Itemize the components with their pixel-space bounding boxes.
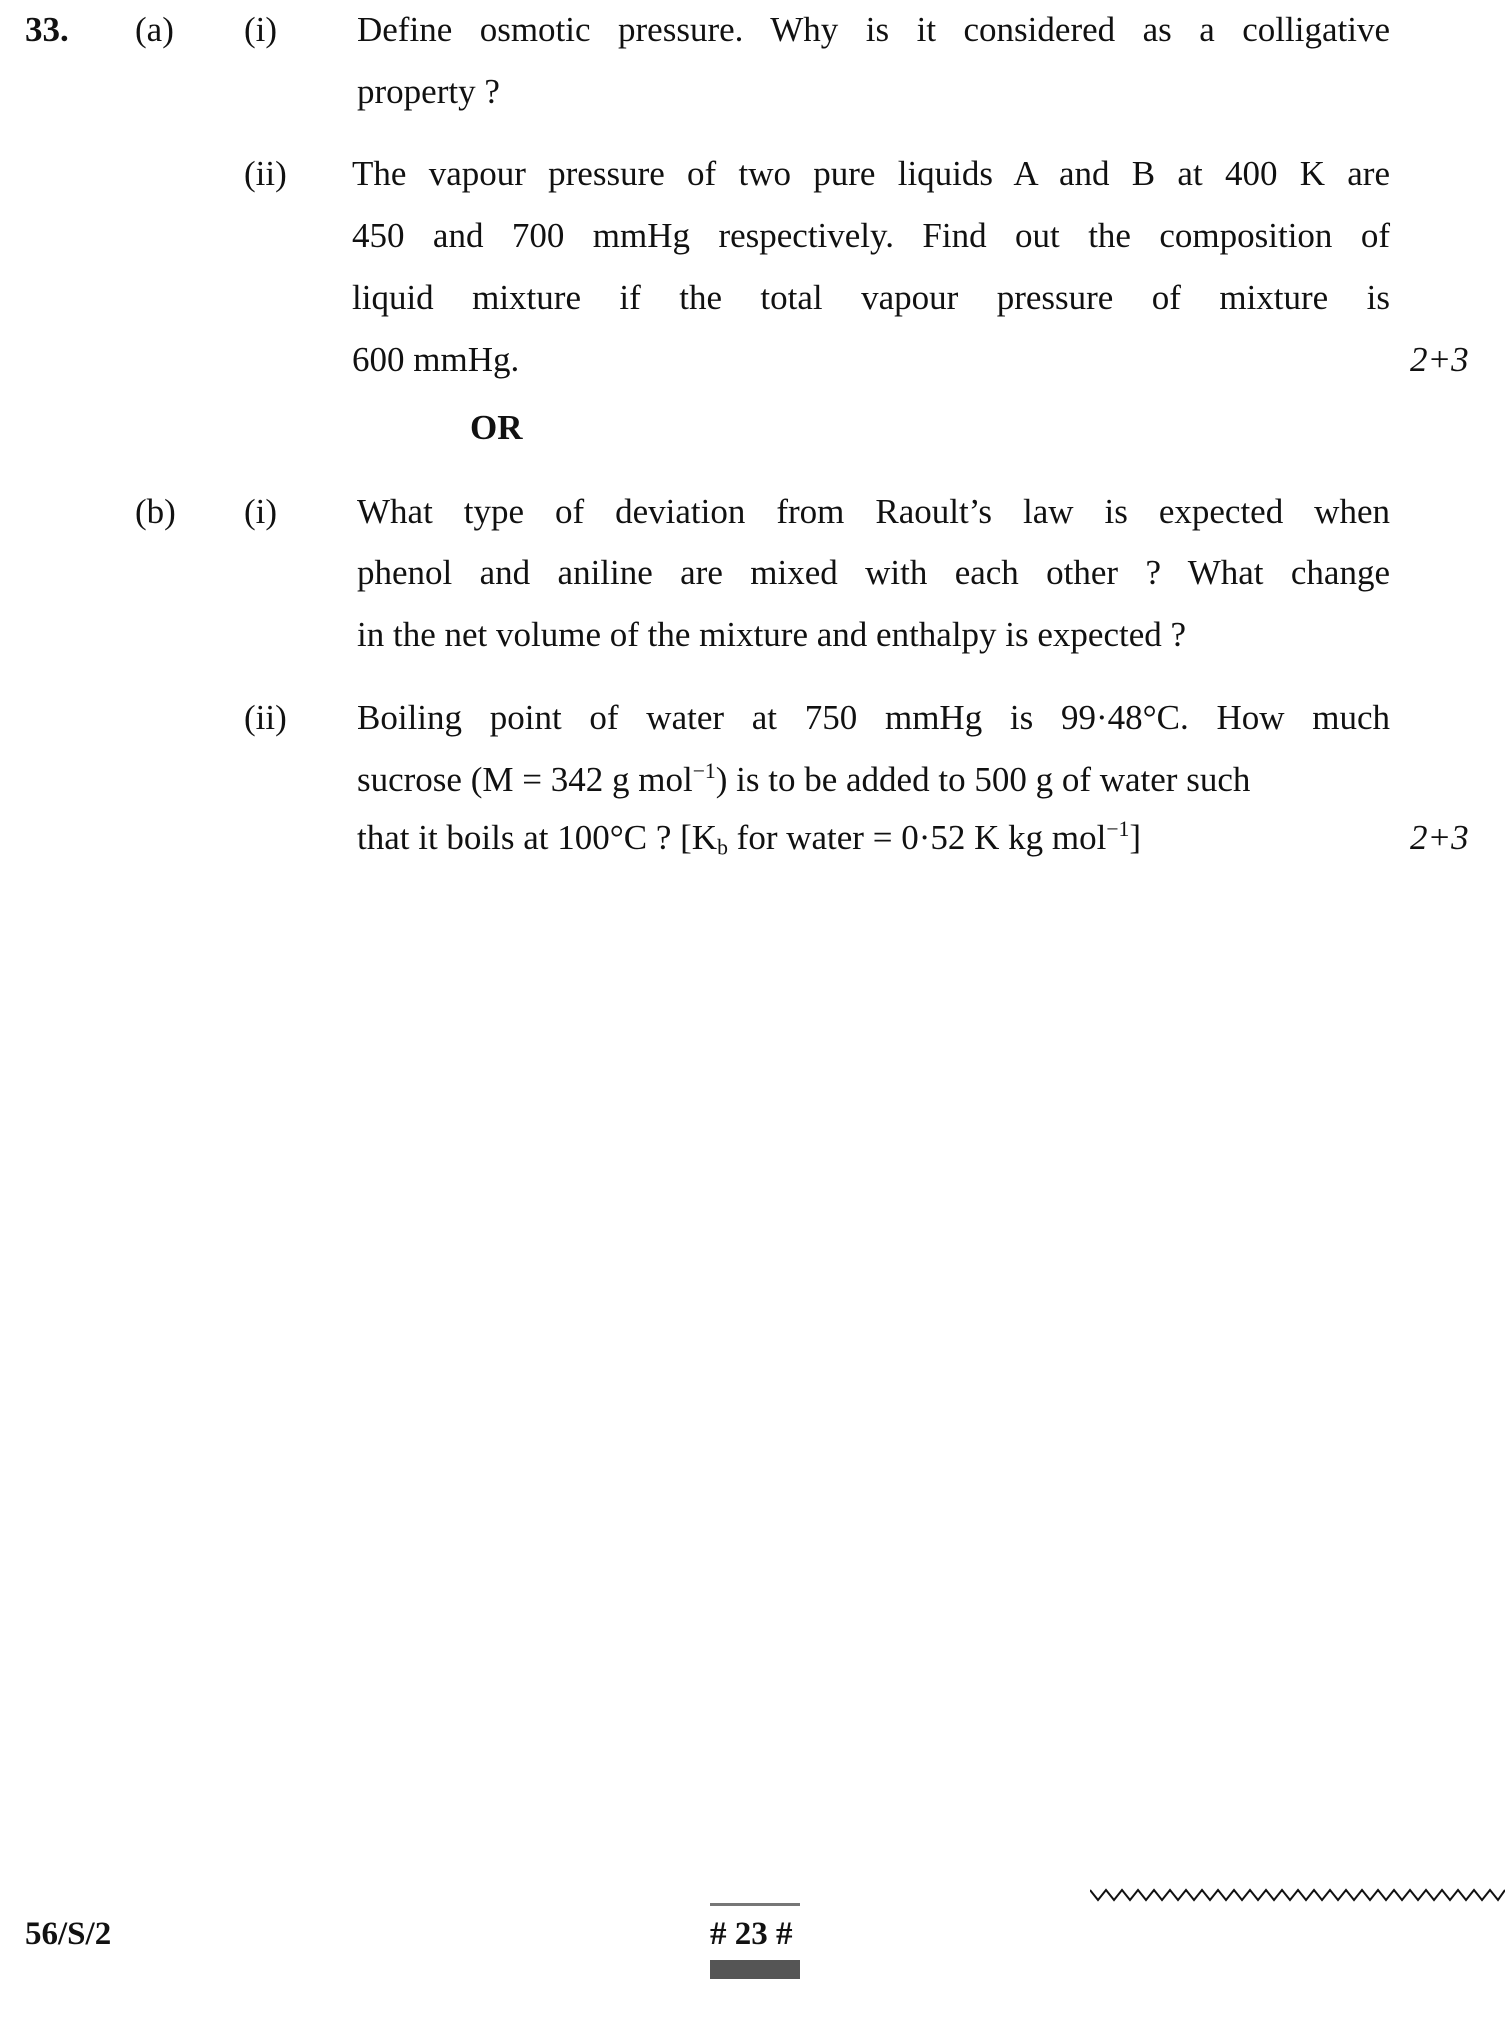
part-b-label: (b) xyxy=(135,492,176,531)
part-b-i-line: in the net volume of the mixture and enthalpy is expected ? xyxy=(357,615,1187,654)
line-text-part: that it boils at 100°C ? [K xyxy=(357,818,718,857)
gray-bar xyxy=(710,1960,800,1979)
part-a-i-label: (i) xyxy=(244,10,278,49)
line-text-part: for water = 0·52 K kg mol xyxy=(727,818,1107,857)
part-b-ii-line: Boiling point of water at 750 mmHg is 99·48°C. How much xyxy=(357,698,1390,737)
or-separator: OR xyxy=(470,408,523,447)
paper-code: 56/S/2 xyxy=(25,1916,112,1952)
part-a-i-line: property ? xyxy=(357,72,500,111)
part-b-ii-line xyxy=(357,816,1142,860)
part-a-ii-line: The vapour pressure of two pure liquids A and B at 400 K are xyxy=(352,154,1390,193)
part-a-ii-line: liquid mixture if the total vapour pressure of mixture is xyxy=(352,278,1390,317)
question-number: 33. xyxy=(25,10,69,49)
part-a-marks: 2+3 xyxy=(1410,340,1469,379)
line-text-part: ] xyxy=(1129,818,1142,857)
part-b-ii-label: (ii) xyxy=(244,698,287,737)
part-a-ii-line: 450 and 700 mmHg respectively. Find out the composition of xyxy=(352,216,1390,255)
part-a-ii-line: 600 mmHg. xyxy=(352,340,520,379)
part-a-label: (a) xyxy=(135,10,174,49)
subscript: b xyxy=(717,835,728,860)
divider xyxy=(710,1903,800,1906)
wavy-line-icon xyxy=(1090,1885,1505,1905)
line-text-part: ) is to be added to 500 g of water such xyxy=(715,760,1251,799)
part-b-i-line: What type of deviation from Raoult’s law is expected when xyxy=(357,492,1390,531)
line-text-part: sucrose (M = 342 g mol xyxy=(357,760,693,799)
part-b-i-line: phenol and aniline are mixed with each other ? What change xyxy=(357,553,1390,592)
line-text xyxy=(357,758,1251,799)
part-b-i-label: (i) xyxy=(244,492,278,531)
part-b-marks: 2+3 xyxy=(1410,818,1469,857)
page-number: # 23 # xyxy=(710,1916,793,1952)
part-a-i-line: Define osmotic pressure. Why is it considered as a colligative xyxy=(357,10,1390,49)
part-a-ii-label: (ii) xyxy=(244,154,287,193)
superscript: −1 xyxy=(1106,816,1130,841)
superscript: −1 xyxy=(692,758,716,783)
part-b-ii-line xyxy=(357,758,1390,799)
